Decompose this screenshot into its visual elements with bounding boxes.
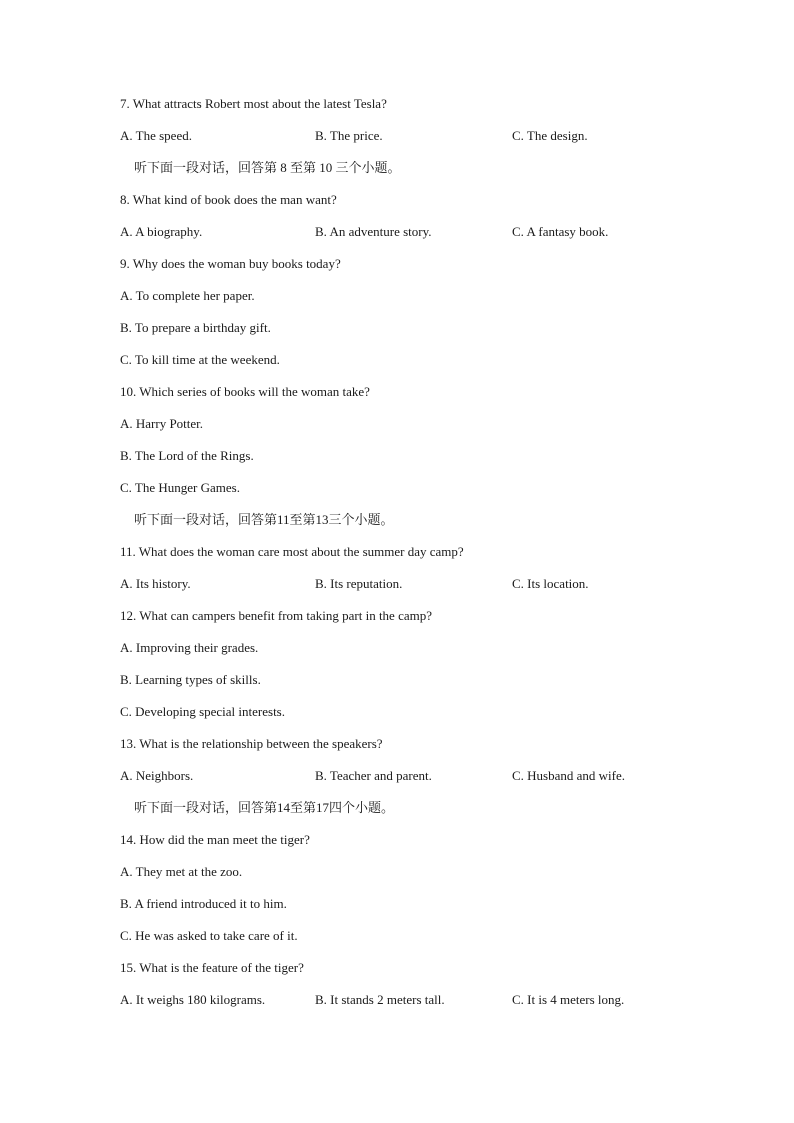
instruction-14-17: 听下面一段对话，回答第14至第17四个小题。 bbox=[134, 800, 395, 815]
question-13-stem: 13. What is the relationship between the speakers? bbox=[120, 736, 383, 751]
question-9-option-c: C. To kill time at the weekend. bbox=[120, 352, 280, 367]
question-12-option-c: C. Developing special interests. bbox=[120, 704, 285, 719]
question-12-option-a: A. Improving their grades. bbox=[120, 640, 259, 655]
question-8-option-c: C. A fantasy book. bbox=[512, 224, 609, 239]
question-7-option-c: C. The design. bbox=[512, 128, 588, 143]
question-8-stem: 8. What kind of book does the man want? bbox=[120, 192, 337, 207]
question-13-option-a: A. Neighbors. bbox=[120, 768, 194, 783]
exam-page bbox=[120, 94, 720, 1022]
question-14-option-b: B. A friend introduced it to him. bbox=[120, 896, 287, 911]
question-11-option-c: C. Its location. bbox=[512, 576, 589, 591]
question-11-stem: 11. What does the woman care most about the summer day camp? bbox=[120, 544, 464, 559]
question-11-option-a: A. Its history. bbox=[120, 576, 191, 591]
question-7-options bbox=[120, 126, 720, 158]
question-8-option-b: B. An adventure story. bbox=[315, 224, 432, 239]
question-7-option-a: A. The speed. bbox=[120, 128, 192, 143]
question-7-stem: 7. What attracts Robert most about the latest Tesla? bbox=[120, 96, 387, 111]
question-10-stem: 10. Which series of books will the woman take? bbox=[120, 384, 370, 399]
question-9-stem: 9. Why does the woman buy books today? bbox=[120, 256, 341, 271]
question-15-option-c: C. It is 4 meters long. bbox=[512, 992, 625, 1007]
instruction-8-10: 听下面一段对话，回答第 8 至第 10 三个小题。 bbox=[134, 160, 401, 175]
question-13-option-b: B. Teacher and parent. bbox=[315, 768, 432, 783]
question-14-option-c: C. He was asked to take care of it. bbox=[120, 928, 298, 943]
question-15-stem: 15. What is the feature of the tiger? bbox=[120, 960, 304, 975]
question-14-option-a: A. They met at the zoo. bbox=[120, 864, 243, 879]
question-12-stem: 12. What can campers benefit from taking part in the camp? bbox=[120, 608, 432, 623]
question-11-option-b: B. Its reputation. bbox=[315, 576, 403, 591]
question-11-options bbox=[120, 574, 720, 606]
question-9-option-b: B. To prepare a birthday gift. bbox=[120, 320, 271, 335]
instruction-11-13: 听下面一段对话，回答第11至第13三个小题。 bbox=[134, 512, 394, 527]
question-10-option-a: A. Harry Potter. bbox=[120, 416, 204, 431]
question-8-option-a: A. A biography. bbox=[120, 224, 203, 239]
question-13-options bbox=[120, 766, 720, 798]
question-7-option-b: B. The price. bbox=[315, 128, 383, 143]
question-15-options bbox=[120, 990, 720, 1022]
question-12-option-b: B. Learning types of skills. bbox=[120, 672, 261, 687]
question-15-option-a: A. It weighs 180 kilograms. bbox=[120, 992, 266, 1007]
question-9-option-a: A. To complete her paper. bbox=[120, 288, 255, 303]
question-13-option-c: C. Husband and wife. bbox=[512, 768, 626, 783]
question-15-option-b: B. It stands 2 meters tall. bbox=[315, 992, 445, 1007]
question-14-stem: 14. How did the man meet the tiger? bbox=[120, 832, 310, 847]
question-8-options bbox=[120, 222, 720, 254]
question-10-option-b: B. The Lord of the Rings. bbox=[120, 448, 254, 463]
question-10-option-c: C. The Hunger Games. bbox=[120, 480, 240, 495]
